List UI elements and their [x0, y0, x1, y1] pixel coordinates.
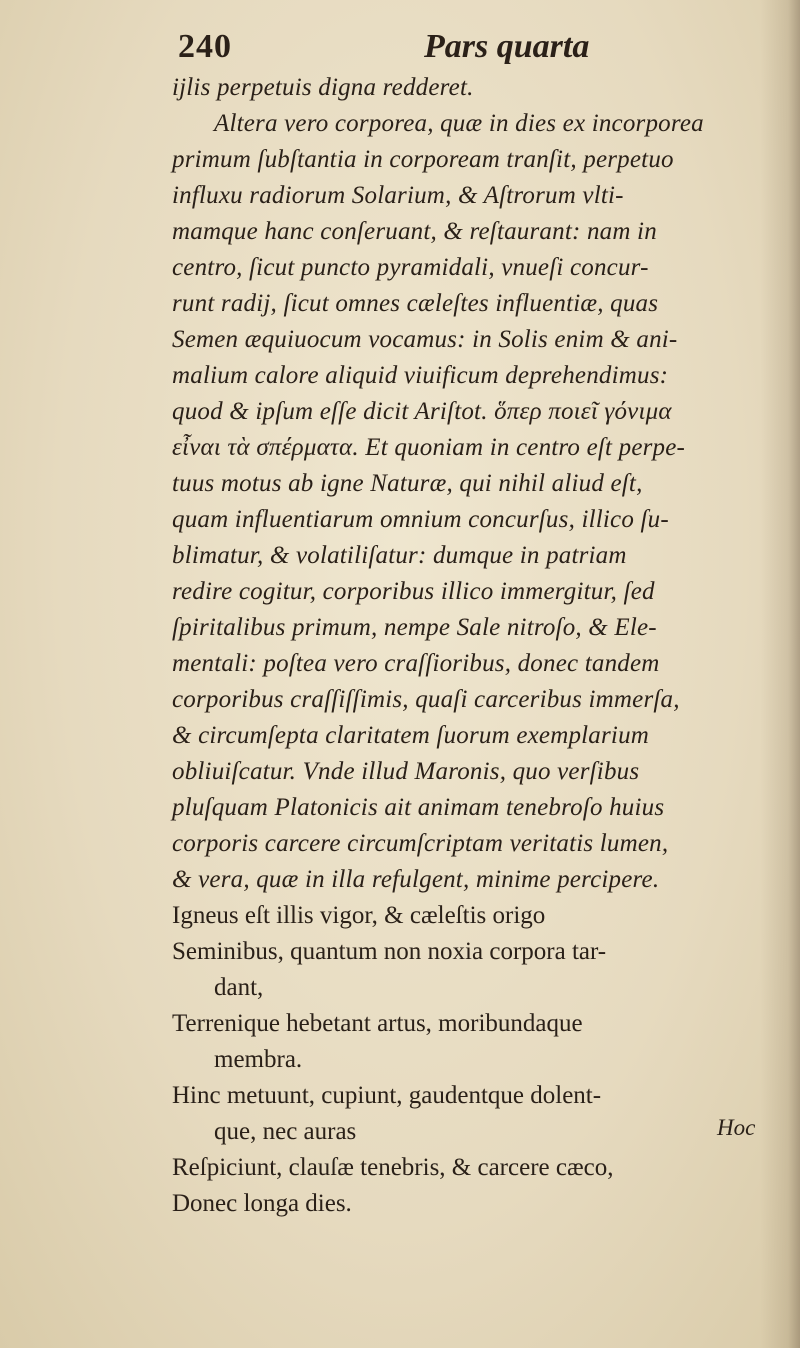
text-line: pluſquam Platonicis ait animam tenebroſo huius [172, 794, 665, 821]
verse-line: Terrenique hebetant artus, moribundaque [172, 1010, 583, 1037]
text-line: mamque hanc conſeruant, & reſtaurant: nam in [172, 218, 657, 245]
text-line: εἶναι τὰ σπέρματα. Et quoniam in centro eſt perpe- [172, 434, 686, 461]
verse-line: membra. [214, 1046, 303, 1073]
text-line: obliuiſcatur. Vnde illud Maronis, quo verſibus [172, 758, 640, 785]
text-line: influxu radiorum Solarium, & Aſtrorum vlti- [172, 182, 624, 209]
text-line: primum ſubſtantia in corpoream tranſit, perpetuo [172, 146, 674, 173]
text-line: blimatur, & volatiliſatur: dumque in patriam [172, 542, 627, 569]
text-line: ſpiritalibus primum, nempe Sale nitroſo, & Ele- [172, 614, 657, 641]
text-line: mentali: poſtea vero craſſioribus, donec tandem [172, 650, 660, 677]
text-line: redire cogitur, corporibus illico immergitur, ſed [172, 578, 655, 605]
verse-line: que, nec auras [214, 1118, 357, 1145]
running-head: Pars quarta [424, 28, 590, 65]
text-line: Altera vero corporea, quæ in dies ex incorporea [214, 110, 704, 137]
page-edge-shadow [760, 0, 800, 1348]
verse-line: Hinc metuunt, cupiunt, gaudentque dolent- [172, 1082, 602, 1109]
verse-line: Donec longa dies. [172, 1190, 352, 1217]
text-line: corporis carcere circumſcriptam veritatis lumen, [172, 830, 669, 857]
text-line: centro, ſicut puncto pyramidali, vnueſi concur- [172, 254, 649, 281]
text-line: runt radij, ſicut omnes cæleſtes influentiæ, quas [172, 290, 659, 317]
text-line: malium calore aliquid viuificum deprehendimus: [172, 362, 669, 389]
text-line: tuus motus ab igne Naturæ, qui nihil aliud eſt, [172, 470, 643, 497]
page-number: 240 [178, 28, 232, 65]
text-line: Semen æquiuocum vocamus: in Solis enim & ani- [172, 326, 678, 353]
verse-line: dant, [214, 974, 264, 1001]
text-line: quod & ipſum eſſe dicit Ariſtot. ὅπερ ποιεῖ γόνιμα [172, 398, 672, 425]
text-line: quam influentiarum omnium concurſus, illico ſu- [172, 506, 669, 533]
text-line: ijlis perpetuis digna redderet. [172, 74, 474, 101]
text-line: corporibus craſſiſſimis, quaſi carceribus immerſa, [172, 686, 680, 713]
text-line: & vera, quæ in illa refulgent, minime percipere. [172, 866, 660, 893]
verse-line: Reſpiciunt, clauſæ tenebris, & carcere cæco, [172, 1154, 614, 1181]
catchword: Hoc [717, 1115, 756, 1140]
text-line: & circumſepta claritatem ſuorum exemplarium [172, 722, 650, 749]
verse-line: Igneus eſt illis vigor, & cæleſtis origo [172, 902, 546, 929]
verse-line: Seminibus, quantum non noxia corpora tar- [172, 938, 607, 965]
body-text [172, 70, 762, 1222]
